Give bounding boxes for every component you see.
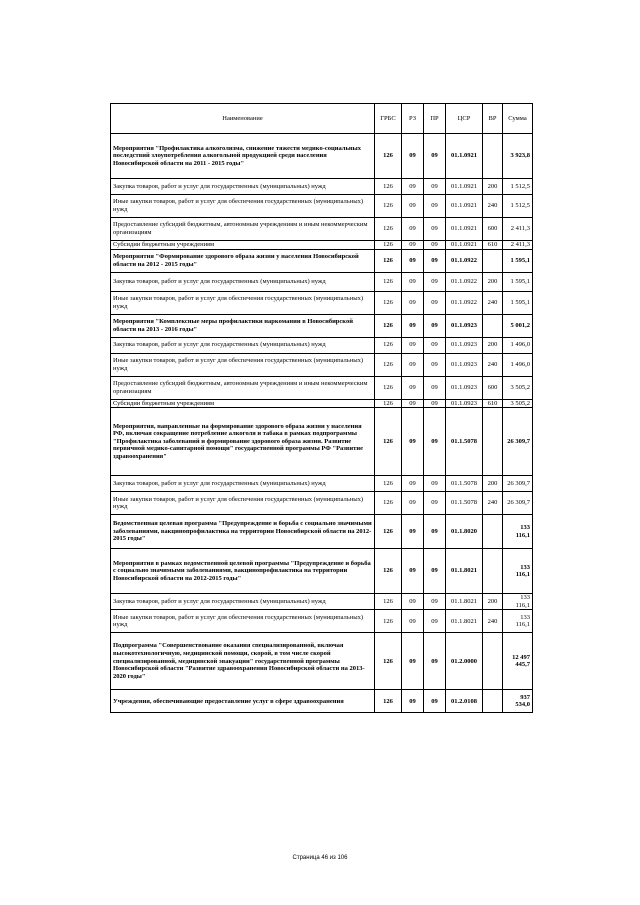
row-pr: 09 [424, 376, 446, 399]
row-pr: 09 [424, 399, 446, 408]
row-sum: 12 497 445,7 [503, 633, 533, 690]
row-pr: 09 [424, 314, 446, 337]
row-sum: 3 923,8 [503, 134, 533, 179]
row-name: Иные закупки товаров, работ и услуг для обеспечения государственных (муниципальных) нужд [111, 492, 375, 515]
row-sum: 1 595,1 [503, 291, 533, 314]
table-row [111, 218, 533, 241]
table-row [111, 179, 533, 195]
row-pr: 09 [424, 515, 446, 549]
row-csr: 01.1.0921 [446, 179, 483, 195]
table-row [111, 134, 533, 179]
row-vr [483, 134, 503, 179]
row-rz: 09 [402, 633, 424, 690]
row-csr: 01.2.0000 [446, 633, 483, 690]
page-number: Страница 46 из 106 [292, 855, 348, 861]
table-row [111, 476, 533, 492]
row-sum: 133 116,1 [503, 610, 533, 633]
row-grbs: 126 [375, 492, 402, 515]
row-rz: 09 [402, 353, 424, 376]
row-grbs: 126 [375, 314, 402, 337]
row-rz: 09 [402, 476, 424, 492]
row-sum: 133 116,1 [503, 515, 533, 549]
row-pr: 09 [424, 179, 446, 195]
row-sum: 26 309,7 [503, 492, 533, 515]
row-sum: 5 001,2 [503, 314, 533, 337]
row-sum: 1 512,5 [503, 179, 533, 195]
row-vr: 240 [483, 291, 503, 314]
row-name: Иные закупки товаров, работ и услуг для обеспечения государственных (муниципальных) нужд [111, 195, 375, 218]
row-rz: 09 [402, 399, 424, 408]
row-name: Закупка товаров, работ и услуг для государственных (муниципальных) нужд [111, 476, 375, 492]
row-pr: 09 [424, 218, 446, 241]
row-rz: 09 [402, 241, 424, 250]
row-sum: 1 595,1 [503, 272, 533, 291]
row-vr [483, 633, 503, 690]
row-rz: 09 [402, 218, 424, 241]
row-vr: 200 [483, 179, 503, 195]
header-sum: Сумма [503, 104, 533, 134]
row-csr: 01.1.0923 [446, 376, 483, 399]
row-name: Мероприятия "Профилактика алкоголизма, снижение тяжести медико-социальных последствий злоупотребления алкогольной продукцией среди населения Новосибирской области на 2011 - 2015 годы" [111, 134, 375, 179]
row-csr: 01.1.0922 [446, 249, 483, 272]
row-vr: 200 [483, 594, 503, 610]
budget-table [110, 103, 533, 713]
row-csr: 01.1.5078 [446, 476, 483, 492]
row-rz: 09 [402, 515, 424, 549]
row-vr: 200 [483, 476, 503, 492]
row-grbs: 126 [375, 690, 402, 713]
row-grbs: 126 [375, 353, 402, 376]
row-grbs: 126 [375, 179, 402, 195]
row-vr: 240 [483, 353, 503, 376]
row-grbs: 126 [375, 218, 402, 241]
row-csr: 01.1.0923 [446, 314, 483, 337]
row-rz: 09 [402, 337, 424, 353]
row-grbs: 126 [375, 610, 402, 633]
row-grbs: 126 [375, 134, 402, 179]
table-row [111, 690, 533, 713]
row-grbs: 126 [375, 476, 402, 492]
row-pr: 09 [424, 291, 446, 314]
row-sum: 3 505,2 [503, 399, 533, 408]
row-pr: 09 [424, 337, 446, 353]
row-name: Закупка товаров, работ и услуг для государственных (муниципальных) нужд [111, 272, 375, 291]
row-name: Ведомственная целевая программа "Предупреждение и борьба с социально значимыми заболеваниями, вакцинопрофилактика на территории Новосибирской области на 2012-2015 годы" [111, 515, 375, 549]
table-row [111, 376, 533, 399]
table-row [111, 408, 533, 476]
row-grbs: 126 [375, 399, 402, 408]
table-row [111, 610, 533, 633]
row-vr: 600 [483, 376, 503, 399]
row-grbs: 126 [375, 291, 402, 314]
header-name: Наименование [111, 104, 375, 134]
row-pr: 09 [424, 690, 446, 713]
table-row [111, 272, 533, 291]
row-name: Иные закупки товаров, работ и услуг для обеспечения государственных (муниципальных) нужд [111, 610, 375, 633]
row-name: Мероприятия в рамках ведомственной целевой программы "Предупреждение и борьба с социально значимыми заболеваниями, вакцинопрофилактика на территории Новосибирской области на 2012-2015 годы" [111, 549, 375, 594]
row-rz: 09 [402, 492, 424, 515]
header-csr: ЦСР [446, 104, 483, 134]
row-vr [483, 549, 503, 594]
table-row [111, 492, 533, 515]
row-pr: 09 [424, 549, 446, 594]
row-name: Субсидии бюджетным учреждениям [111, 399, 375, 408]
table-row [111, 337, 533, 353]
row-csr: 01.1.8021 [446, 594, 483, 610]
table-row [111, 195, 533, 218]
row-pr: 09 [424, 134, 446, 179]
row-csr: 01.1.0921 [446, 195, 483, 218]
header-grbs: ГРБС [375, 104, 402, 134]
row-csr: 01.1.0923 [446, 337, 483, 353]
row-grbs: 126 [375, 549, 402, 594]
header-rz: РЗ [402, 104, 424, 134]
row-csr: 01.1.0923 [446, 353, 483, 376]
table-row [111, 515, 533, 549]
row-rz: 09 [402, 408, 424, 476]
row-rz: 09 [402, 594, 424, 610]
row-csr: 01.1.8021 [446, 549, 483, 594]
row-rz: 09 [402, 134, 424, 179]
row-csr: 01.1.8020 [446, 515, 483, 549]
row-name: Подпрограмма "Совершенствование оказания специализированной, включая высокотехнологичную, медицинской помощи, скорой, в том числе скорой специализированной, медицинской эвакуации" государственной программы Новосибирской области "Развитие здравоохранения Новосибирской области на 2013-2020 годы" [111, 633, 375, 690]
row-vr: 200 [483, 272, 503, 291]
row-name: Закупка товаров, работ и услуг для государственных (муниципальных) нужд [111, 179, 375, 195]
row-name: Закупка товаров, работ и услуг для государственных (муниципальных) нужд [111, 337, 375, 353]
row-vr [483, 249, 503, 272]
row-sum: 26 309,7 [503, 408, 533, 476]
row-grbs: 126 [375, 249, 402, 272]
row-sum: 2 411,3 [503, 241, 533, 250]
row-pr: 09 [424, 272, 446, 291]
row-rz: 09 [402, 314, 424, 337]
table-row [111, 249, 533, 272]
row-pr: 09 [424, 476, 446, 492]
row-rz: 09 [402, 690, 424, 713]
row-vr: 610 [483, 399, 503, 408]
row-name: Закупка товаров, работ и услуг для государственных (муниципальных) нужд [111, 594, 375, 610]
table-row [111, 633, 533, 690]
row-rz: 09 [402, 549, 424, 594]
row-name: Иные закупки товаров, работ и услуг для обеспечения государственных (муниципальных) нужд [111, 353, 375, 376]
row-rz: 09 [402, 272, 424, 291]
row-rz: 09 [402, 179, 424, 195]
table-row [111, 241, 533, 250]
row-pr: 09 [424, 195, 446, 218]
row-vr [483, 408, 503, 476]
row-rz: 09 [402, 610, 424, 633]
row-csr: 01.1.0921 [446, 218, 483, 241]
row-rz: 09 [402, 376, 424, 399]
row-pr: 09 [424, 594, 446, 610]
row-name: Мероприятия "Формирование здорового образа жизни у населения Новосибирской области на 2012 - 2015 годы" [111, 249, 375, 272]
row-sum: 1 496,0 [503, 337, 533, 353]
table-row [111, 594, 533, 610]
row-vr: 600 [483, 218, 503, 241]
row-name: Мероприятия "Комплексные меры профилактики наркомании в Новосибирской области на 2013 - 2016 годы" [111, 314, 375, 337]
row-csr: 01.1.8021 [446, 610, 483, 633]
row-csr: 01.2.0108 [446, 690, 483, 713]
row-sum: 133 116,1 [503, 594, 533, 610]
row-sum: 1 595,1 [503, 249, 533, 272]
row-sum: 26 309,7 [503, 476, 533, 492]
row-pr: 09 [424, 353, 446, 376]
row-vr: 610 [483, 241, 503, 250]
row-rz: 09 [402, 249, 424, 272]
header-pr: ПР [424, 104, 446, 134]
row-vr: 240 [483, 195, 503, 218]
row-csr: 01.1.0921 [446, 241, 483, 250]
row-grbs: 126 [375, 376, 402, 399]
row-grbs: 126 [375, 408, 402, 476]
row-csr: 01.1.0921 [446, 134, 483, 179]
row-name: Субсидии бюджетным учреждениям [111, 241, 375, 250]
row-name: Учреждения, обеспечивающие предоставление услуг в сфере здравоохранения [111, 690, 375, 713]
row-csr: 01.1.0922 [446, 291, 483, 314]
table-row [111, 353, 533, 376]
row-grbs: 126 [375, 594, 402, 610]
row-csr: 01.1.0923 [446, 399, 483, 408]
row-sum: 1 512,5 [503, 195, 533, 218]
table-header-row [111, 104, 533, 134]
table-row [111, 399, 533, 408]
row-pr: 09 [424, 408, 446, 476]
row-grbs: 126 [375, 633, 402, 690]
row-sum: 2 411,3 [503, 218, 533, 241]
row-vr [483, 690, 503, 713]
row-pr: 09 [424, 492, 446, 515]
row-grbs: 126 [375, 195, 402, 218]
row-pr: 09 [424, 241, 446, 250]
row-sum: 937 534,0 [503, 690, 533, 713]
row-pr: 09 [424, 633, 446, 690]
row-grbs: 126 [375, 241, 402, 250]
row-csr: 01.1.5078 [446, 492, 483, 515]
row-vr: 200 [483, 337, 503, 353]
table-row [111, 291, 533, 314]
row-name: Предоставление субсидий бюджетным, автономным учреждениям и иным некоммерческим организациям [111, 218, 375, 241]
table-row [111, 549, 533, 594]
row-sum: 1 496,0 [503, 353, 533, 376]
row-sum: 133 116,1 [503, 549, 533, 594]
row-name: Предоставление субсидий бюджетным, автономным учреждениям и иным некоммерческим организациям [111, 376, 375, 399]
table-body [111, 134, 533, 713]
table-row [111, 314, 533, 337]
row-rz: 09 [402, 195, 424, 218]
row-vr [483, 314, 503, 337]
row-vr [483, 515, 503, 549]
row-csr: 01.1.5078 [446, 408, 483, 476]
row-vr: 240 [483, 610, 503, 633]
row-grbs: 126 [375, 272, 402, 291]
header-vr: ВР [483, 104, 503, 134]
row-name: Иные закупки товаров, работ и услуг для обеспечения государственных (муниципальных) нужд [111, 291, 375, 314]
row-grbs: 126 [375, 337, 402, 353]
row-vr: 240 [483, 492, 503, 515]
row-csr: 01.1.0922 [446, 272, 483, 291]
row-name: Мероприятия, направленные на формирование здорового образа жизни у населения РФ, включая сокращение потребление алкоголя и табака в рамках подпрограммы "Профилактика заболеваний и формирование здорового образа жизни. Развитие первичной медико-санитарной помощи" государственной программы РФ "Развитие здравоохранения" [111, 408, 375, 476]
row-pr: 09 [424, 610, 446, 633]
row-sum: 3 505,2 [503, 376, 533, 399]
row-pr: 09 [424, 249, 446, 272]
row-grbs: 126 [375, 515, 402, 549]
row-rz: 09 [402, 291, 424, 314]
